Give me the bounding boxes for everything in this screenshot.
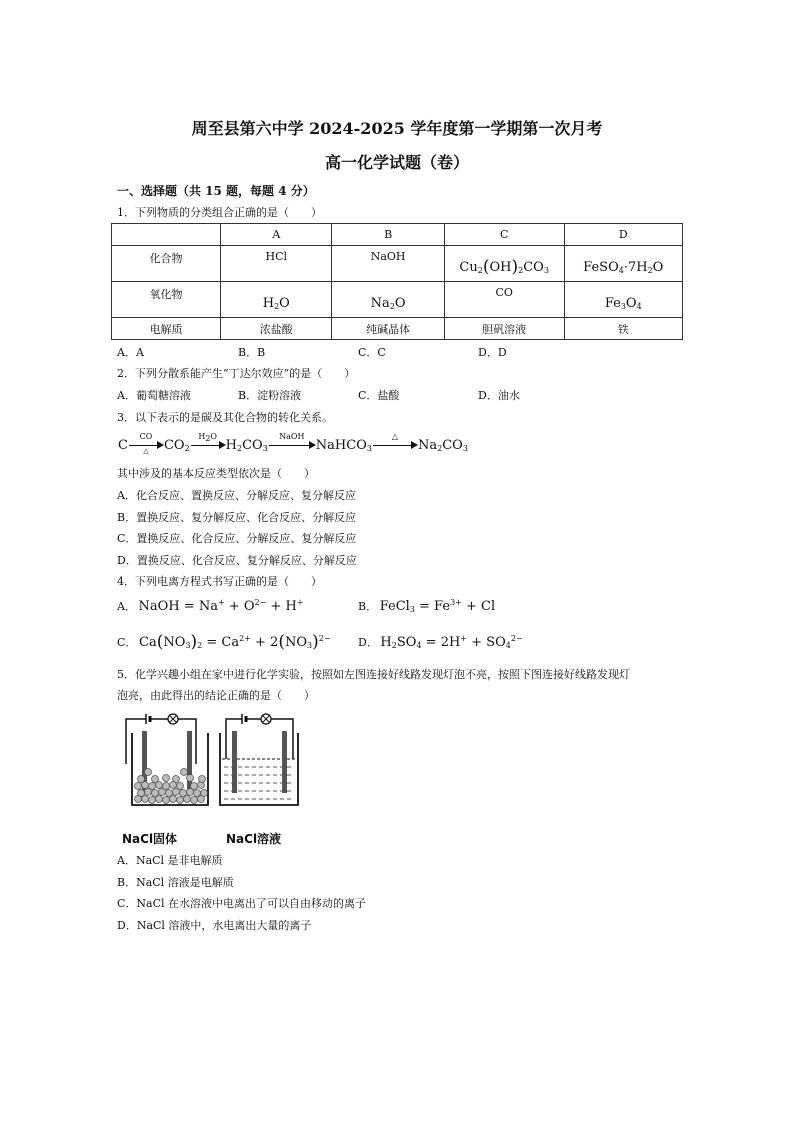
table-row <box>112 318 683 340</box>
q3-option-d[interactable]: D．置换反应、化合反应、复分解反应、分解反应 <box>117 554 357 567</box>
cell-conc-hcl: 浓盐酸 <box>221 318 332 340</box>
q3-option-b[interactable]: B．置换反应、复分解反应、化合反应、分解反应 <box>117 511 357 524</box>
row-label-oxide: 氧化物 <box>112 282 221 318</box>
row-label-compound: 化合物 <box>112 246 221 282</box>
cell-sodium-oxide: $Na_2O$ <box>332 282 444 318</box>
cell-naoh: NaOH <box>332 246 444 282</box>
q1-stem: 1．下列物质的分类组合正确的是（ ） <box>117 206 322 219</box>
q1-option-c[interactable]: C．C <box>358 346 386 359</box>
cell-bluevitriol-solution: 胆矾溶液 <box>444 318 564 340</box>
q4-option-c[interactable]: C． $Ca(NO_3)_2 = Ca^{2+} + 2(NO_3)^{2-}$ <box>117 632 331 652</box>
row-label-electrolyte: 电解质 <box>112 318 221 340</box>
q2-option-b[interactable]: B．淀粉溶液 <box>238 389 302 402</box>
q2-option-c[interactable]: C．盐酸 <box>358 389 400 402</box>
electrode-icon <box>282 731 287 793</box>
arrow-with-naoh: NaOH <box>268 436 316 450</box>
cell-ferrous-sulfate-hydrate: $FeSO_4\cdot 7H_2O$ <box>564 246 682 282</box>
q3-option-c[interactable]: C．置换反应、化合反应、分解反应、复分解反应 <box>117 532 357 545</box>
q5-option-b[interactable]: B．NaCl 溶液是电解质 <box>117 876 234 889</box>
bulb-icon <box>168 714 178 724</box>
cell-co: CO <box>444 282 564 318</box>
q5-option-d[interactable]: D．NaCl 溶液中，水电离出大量的离子 <box>117 919 312 932</box>
q3-option-a[interactable]: A．化合反应、置换反应、分解反应、复分解反应 <box>117 489 356 502</box>
exam-subtitle: 高一化学试题（卷） <box>324 153 469 172</box>
table-col-c: C <box>444 224 564 246</box>
cell-iron: 铁 <box>564 318 682 340</box>
arrow-with-co: CO △ <box>128 436 164 450</box>
electrode-icon <box>232 731 237 793</box>
bulb-icon <box>261 714 271 724</box>
cell-water: $H_2O$ <box>221 282 332 318</box>
conductivity-experiment-figure <box>118 709 318 829</box>
nacl-solution-setup <box>220 714 298 805</box>
q5-stem-line1: 5．化学兴趣小组在家中进行化学实验，按照如左图连接好线路发现灯泡不亮，按照下图连接好线路发现灯 <box>117 668 630 681</box>
table-col-d: D <box>564 224 682 246</box>
arrow-with-water: $H_2O$ <box>190 436 226 450</box>
cell-basic-copper-carbonate: $Cu_2(OH)_2CO_3$ <box>444 246 564 282</box>
table-col-b: B <box>332 224 444 246</box>
solid-particles <box>135 769 208 804</box>
solid-nacl-setup <box>126 714 208 805</box>
q2-stem: 2．下列分散系能产生“丁达尔效应”的是（ ） <box>117 367 356 380</box>
q1-classification-table <box>111 223 683 340</box>
cell-hcl: HCl <box>221 246 332 282</box>
q2-option-d[interactable]: D．油水 <box>478 389 520 402</box>
carbon-conversion-chain: C CO △ $CO_2$ $H_2O$ $H_2CO_3$ NaOH NaHCO$_3$ △ $Na_2CO_3$ <box>118 432 468 455</box>
q5-option-a[interactable]: A．NaCl 是非电解质 <box>117 854 223 867</box>
cell-soda-crystal: 纯碱晶体 <box>332 318 444 340</box>
q1-option-d[interactable]: D．D <box>478 346 507 359</box>
table-corner-cell <box>112 224 221 246</box>
table-col-a: A <box>221 224 332 246</box>
q5-option-c[interactable]: C．NaCl 在水溶液中电离出了可以自由移动的离子 <box>117 897 367 910</box>
exam-title: 周至县第六中学 2024-2025 学年度第一学期第一次月考 <box>191 119 603 138</box>
q1-option-a[interactable]: A．A <box>117 346 144 359</box>
table-header-row <box>112 224 683 246</box>
section-heading: 一、选择题（共 15 题，每题 4 分） <box>117 184 315 198</box>
q3-question: 其中涉及的基本反应类型依次是（ ） <box>117 467 315 480</box>
q4-option-b[interactable]: B． FeCl$_3$ = $Fe^{3+} + Cl$ <box>358 598 496 614</box>
q4-stem: 4．下列电离方程式书写正确的是（ ） <box>117 575 322 588</box>
table-row <box>112 282 683 318</box>
q3-stem: 3．以下表示的是碳及其化合物的转化关系。 <box>117 411 333 424</box>
cell-iron-oxide: $Fe_3O_4$ <box>564 282 682 318</box>
figure-label-solution: NaCl溶液 <box>226 832 282 846</box>
q4-option-a[interactable]: A． NaOH = $Na^+ + O^{2-} + H^+$ <box>117 598 304 614</box>
figure-label-solid: NaCl固体 <box>122 832 178 846</box>
q2-option-a[interactable]: A．葡萄糖溶液 <box>117 389 191 402</box>
q4-option-d[interactable]: D． $H_2SO_4 = 2H^+ + SO_4^{2-}$ <box>358 634 523 650</box>
arrow-with-heat: △ <box>372 436 418 450</box>
q1-option-b[interactable]: B．B <box>238 346 266 359</box>
q5-stem-line2: 泡亮，由此得出的结论正确的是（ ） <box>117 689 315 702</box>
table-row <box>112 246 683 282</box>
